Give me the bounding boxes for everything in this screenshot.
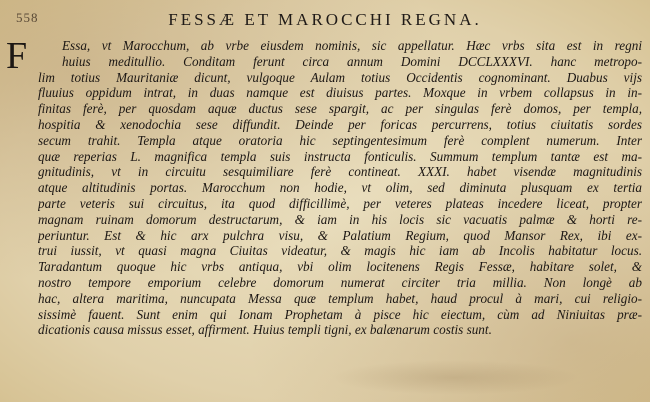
text-line: secum trahit. Templa atque oratoria hic septingentesimum ferè complent numerum. Inter [38,132,642,148]
text-line: atque altitudinis portas. Marocchum non hodie, vt olim, sed diminuta plusquam ex tertia [38,180,642,196]
text-line: magnam ruinam domorum destructarum, & iam in his locis sic vacuatis palmæ & horti re- [38,211,642,227]
drop-cap-initial: F [6,35,28,77]
page-number: 558 [16,10,39,25]
text-line: lim totius Mauritaniæ dicunt, vulgoque Aulam totius Occidentis cognominant. Duabus vijs [38,69,642,85]
text-line: parte veteris sui circuitus, ita quod difficillimè, per veteres plateas incedere liceat, propter [38,195,642,211]
text-line: fluuius oppidum intrat, in duas namque est diuisus partes. Moxque in vrbem collapsus in in- [38,85,642,101]
text-line: periuntur. Est & hic arx pulchra visu, & Palatium Regium, quod Mansor Rex, ibi ex- [38,227,642,243]
text-line: dicationis causa missus esset, affirment. Huius templi tigni, ex balænarum costis sunt. [38,322,492,338]
text-line: trui iussit, vt quasi magna Ciuitas videatur, & magis hic iam ab Incolis habitatur locus. [38,243,642,259]
text-line: finitas ferè, per quosdam aquæ ductus sese spargit, ac per singulas ferè domos, per templa, [38,101,642,117]
text-line: huius meditullio. Conditam ferunt circa annum Domini DCCLXXXVI. hanc metropo- [62,53,642,69]
text-line: Essa, vt Marocchum, ab vrbe eiusdem nominis, sic appellatur. Hæc vrbs sita est in regni [62,38,642,53]
text-line: hospitia & xenodochia sese diffundit. Deinde per foricas percurrens, totius ciuitatis sordes [38,116,642,132]
text-line: hac, altera maritima, nuncupata Messa quæ templum habet, haud procul à mari, cui religio- [38,290,642,306]
text-line: nostro tempore emporium celebre domorum numerat circiter tria millia. Non longè ab [38,274,642,290]
text-line: gnitudinis, vt in circuitu sesquimiliare ferè contineat. XXXI. habet visendæ magnitudinis [38,164,642,180]
text-line: quæ reperias L. magnifica templa suis instructa fonticulis. Summum templum tantæ est ma- [38,148,642,164]
running-head: FESSÆ ET MAROCCHI REGNA. [168,10,482,29]
text-line: sissimè fauent. Sunt enim qui Ionam Prophetam à pisce hic eiectum, cùm ad Niniuitas præ- [38,306,642,322]
paper-stain [330,360,580,395]
text-line: Taradantum quoque hic vrbs antiqua, vbi olim locitenens Regis Fessæ, habitare solet, & [38,259,642,275]
text-block [38,38,642,338]
